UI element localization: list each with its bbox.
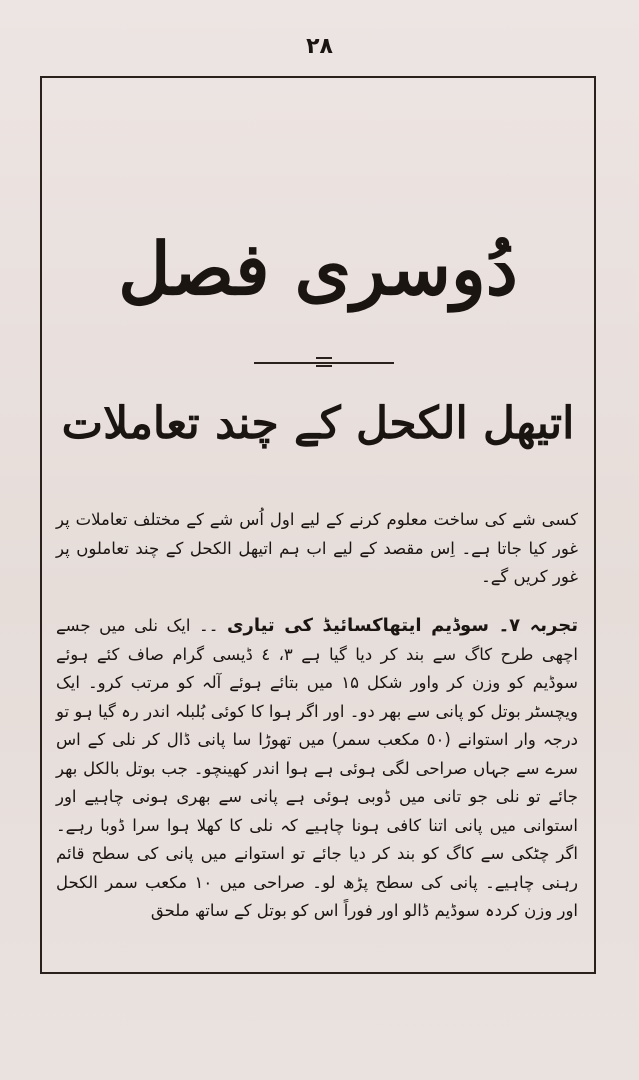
experiment-text: ۔۔ ایک نلی میں جسے اچھی طرح کاگ سے بند کر دیا گیا ہے ٣، ٤ ڈیسی گرام صاف کئے ہوئے سوڈیم کو وزن کر واور شکل ۱۵ میں بتائے ہوئے آلہ کو مرتب کرو۔ ایک ویچسٹر بوتل کو پانی سے بھر دو۔ اور اگر ہوا کا کوئی بُلبلہ اندر رہ گیا ہو تو درجہ وار استوانے (٥٠ مکعب سمر) میں تھوڑا سا پانی ڈال کر نلی کے اس سرے سے جہاں صراحی لگی ہوئی ہے ہوا اندر کھینچو۔ جب بوتل بالکل بھر جائے تو نلی جو تانی میں ڈوبی ہوئی ہے پانی سے بھری ہونی چاہیے اور استوانی میں پانی اتنا کافی ہونا چاہیے کہ نلی کا کھلا ہوا سرا ڈوبا رہے۔ اگر چٹکی سے کاگ کو بند کر دیا جائے تو استوانے میں پانی کی سطح قائم رہنی چاہیے۔ پانی کی سطح پڑھ لو۔ صراحی میں ١٠ مکعب سمر الکحل اور وزن کردہ سوڈیم ڈالو اور فوراً اس کو بوتل کے ساتھ ملحق (56, 616, 578, 920)
page-frame (40, 76, 596, 974)
page-number: ٢٨ (306, 34, 333, 59)
ornamental-divider (254, 362, 394, 364)
chapter-title: دُوسری فصل (118, 226, 518, 311)
section-title: اتیھل الکحل کے چند تعاملات (61, 398, 575, 449)
intro-paragraph: کسی شے کی ساخت معلوم کرنے کے لیے اول اُس شے کے مختلف تعاملات پر غور کیا جاتا ہے۔ اِس مقصد کے لیے اب ہم اتیھل الکحل کے چند تعاملوں پر غور کریں گے۔ (56, 510, 578, 586)
experiment-paragraph (56, 612, 578, 926)
experiment-heading: تجربہ ٧۔ سوڈیم ایتھاکسائیڈ کی تیاری (226, 615, 578, 636)
